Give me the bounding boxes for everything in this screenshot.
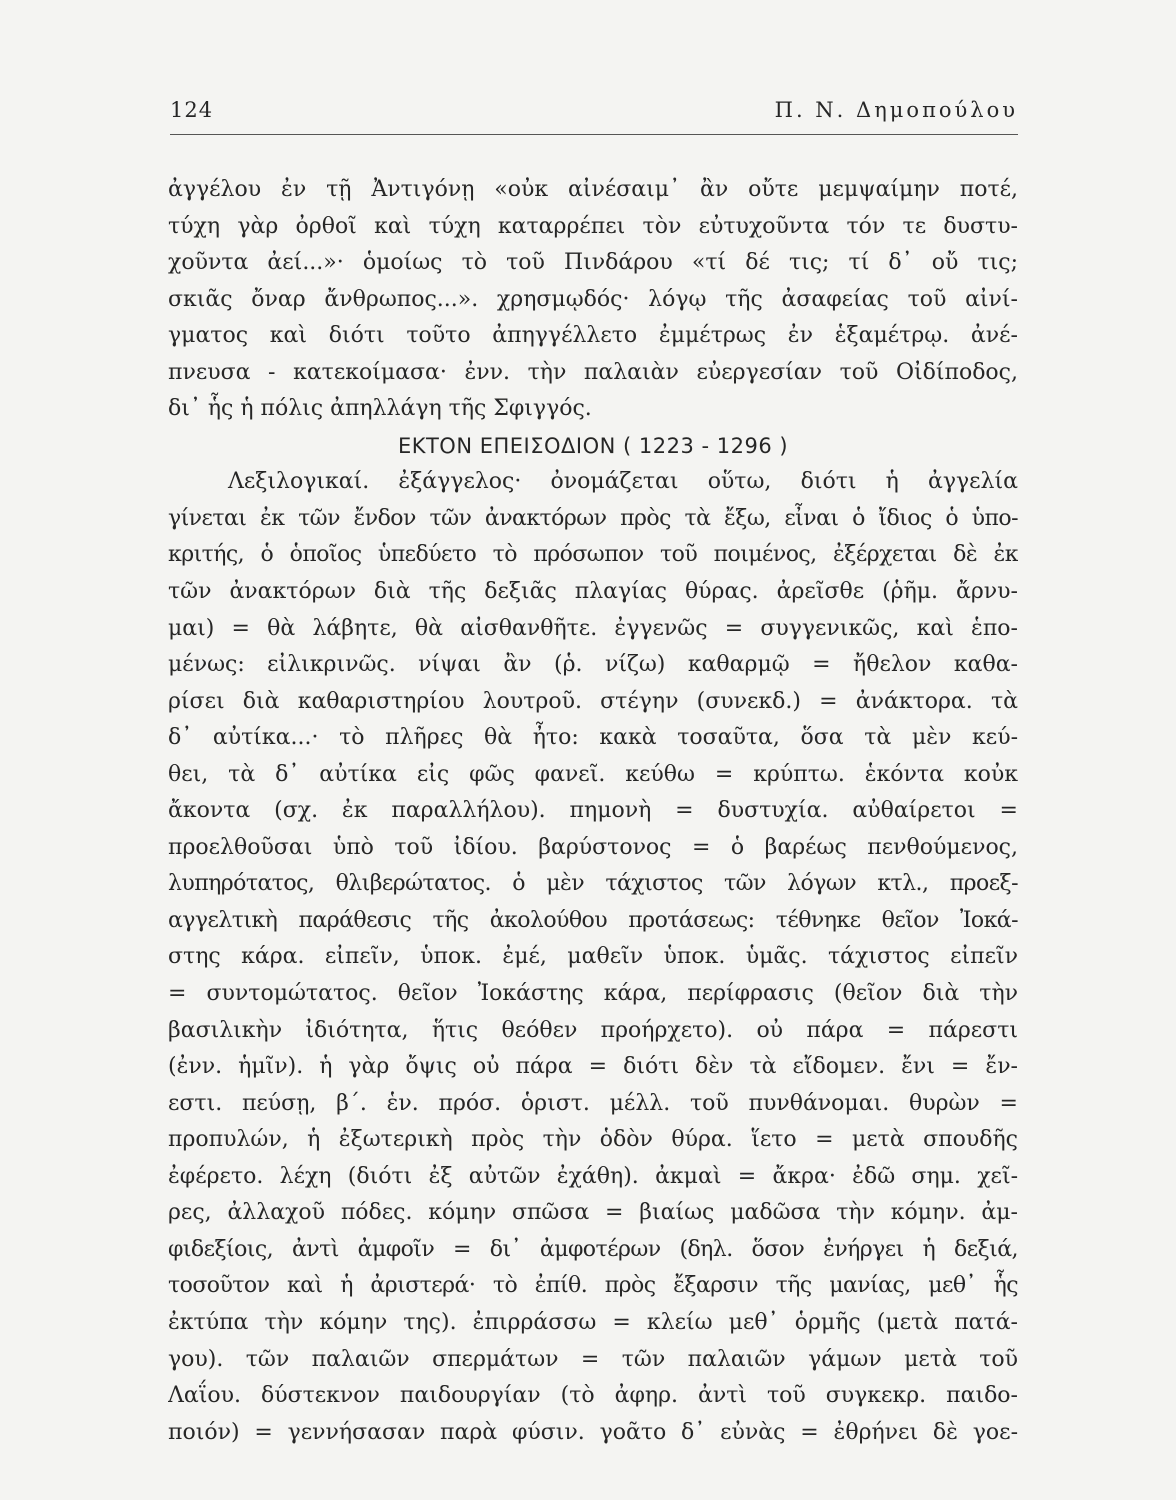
text-line: πνευσα - κατεκοίμασα· ἐνν. τὴν παλαιὰν εὐεργεσίαν τοῦ Οἰδίποδος, bbox=[168, 359, 1018, 385]
text-line: γματος καὶ διότι τοῦτο ἀπηγγέλλετο ἐμμέτρως ἐν ἑξαμέτρῳ. ἀνέ- bbox=[168, 323, 1018, 349]
text-line: ἐφέρετο. λέχη (διότι ἐξ αὐτῶν ἐχάθη). ἀκμαὶ = ἄκρα· ἐδῶ σημ. χεῖ- bbox=[168, 1163, 1018, 1189]
text-line: βασιλικὴν ἰδιότητα, ἥτις θεόθεν προήρχετο). οὐ πάρα = πάρεστι bbox=[168, 1017, 1018, 1043]
text-line: θει, τὰ δ᾽ αὐτίκα εἰς φῶς φανεῖ. κεύθω = κρύπτω. ἑκόντα κοὐκ bbox=[168, 761, 1018, 787]
running-head: Π. Ν. Δημοπούλου bbox=[774, 98, 1018, 122]
text-line: Λαΐου. δύστεκνον παιδουργίαν (τὸ ἀφηρ. ἀντὶ τοῦ συγκεκρ. παιδο- bbox=[168, 1383, 1018, 1409]
text-line: μαι) = θὰ λάβητε, θὰ αἰσθανθῆτε. ἐγγενῶς = συγγενικῶς, καὶ ἑπο- bbox=[168, 615, 1018, 641]
text-line: μένως: εἰλικρινῶς. νίψαι ἂν (ῥ. νίζω) καθαρμῷ = ἤθελον καθα- bbox=[168, 652, 1018, 678]
text-line: λυπηρότατος, θλιβερώτατος. ὁ μὲν τάχιστος τῶν λόγων κτλ., προεξ- bbox=[168, 871, 1018, 897]
text-line: Λεξιλογικαί. ἐξάγγελος· ὀνομάζεται οὕτω, διότι ἡ ἀγγελία bbox=[228, 469, 1018, 495]
text-line: κριτής, ὁ ὁποῖος ὑπεδύετο τὸ πρόσωπον τοῦ ποιμένος, ἐξέρχεται δὲ ἐκ bbox=[168, 542, 1018, 568]
text-line: προελθοῦσαι ὑπὸ τοῦ ἰδίου. βαρύστονος = ὁ βαρέως πενθούμενος, bbox=[168, 834, 1018, 860]
text-line: φιδεξίοις, ἀντὶ ἀμφοῖν = δι᾽ ἀμφοτέρων (δηλ. ὅσον ἐνήργει ἡ δεξιά, bbox=[168, 1236, 1018, 1262]
text-line: ἄκοντα (σχ. ἐκ παραλλήλου). πημονὴ = δυστυχία. αὐθαίρετοι = bbox=[168, 798, 1018, 824]
text-line: τῶν ἀνακτόρων διὰ τῆς δεξιᾶς πλαγίας θύρας. ἀρεῖσθε (ῥῆμ. ἄρνυ- bbox=[168, 579, 1018, 605]
body-text bbox=[168, 172, 1018, 1451]
text-line: = συντομώτατος. θεῖον Ἰοκάστης κάρα, περίφρασις (θεῖον διὰ τὴν bbox=[168, 981, 1018, 1007]
text-line: ρες, ἀλλαχοῦ πόδες. κόμην σπῶσα = βιαίως μαδῶσα τὴν κόμην. ἀμ- bbox=[168, 1200, 1018, 1226]
page-number: 124 bbox=[170, 98, 214, 122]
text-line: σκιᾶς ὄναρ ἄνθρωπος...». χρησμῳδός· λόγῳ τῆς ἀσαφείας τοῦ αἰνί- bbox=[168, 286, 1018, 312]
text-line: τοσοῦτον καὶ ἡ ἀριστερά· τὸ ἐπίθ. πρὸς ἔξαρσιν τῆς μανίας, μεθ᾽ ἧς bbox=[168, 1273, 1018, 1299]
text-line: ἐκτύπα τὴν κόμην της). ἐπιρράσσω = κλείω μεθ᾽ ὁρμῆς (μετὰ πατά- bbox=[168, 1309, 1018, 1335]
text-line: ποιόν) = γεννήσασαν παρὰ φύσιν. γοᾶτο δ᾽ εὐνὰς = ἐθρήνει δὲ γοε- bbox=[168, 1419, 1018, 1445]
text-line: αγγελτικὴ παράθεσις τῆς ἀκολούθου προτάσεως: τέθνηκε θεῖον Ἰοκά- bbox=[168, 907, 1018, 933]
text-line: (ἐνν. ἡμῖν). ἡ γὰρ ὄψις οὐ πάρα = διότι δὲν τὰ εἴδομεν. ἔνι = ἔν- bbox=[168, 1054, 1018, 1080]
text-line: γου). τῶν παλαιῶν σπερμάτων = τῶν παλαιῶν γάμων μετὰ τοῦ bbox=[168, 1346, 1018, 1372]
text-line: χοῦντα ἀεί...»· ὁμοίως τὸ τοῦ Πινδάρου «τί δέ τις; τί δ᾽ οὔ τις; bbox=[168, 250, 1018, 276]
text-line: ρίσει διὰ καθαριστηρίου λουτροῦ. στέγην (συνεκδ.) = ἀνάκτορα. τὰ bbox=[168, 688, 1018, 714]
text-line: τύχη γὰρ ὀρθοῖ καὶ τύχη καταρρέπει τὸν εὐτυχοῦντα τόν τε δυστυ- bbox=[168, 213, 1018, 239]
text-line: γίνεται ἐκ τῶν ἔνδον τῶν ἀνακτόρων πρὸς τὰ ἔξω, εἶναι ὁ ἴδιος ὁ ὑπο- bbox=[168, 505, 1018, 531]
text-line: δ᾽ αὐτίκα...· τὸ πλῆρες θὰ ἦτο: κακὰ τοσαῦτα, ὅσα τὰ μὲν κεύ- bbox=[168, 725, 1018, 751]
text-line: εστι. πεύσῃ, β΄. ἑν. πρόσ. ὁριστ. μέλλ. τοῦ πυνθάνομαι. θυρὼν = bbox=[168, 1090, 1018, 1116]
section-heading: ΕΚΤΟΝ ΕΠΕΙΣΟΔΙΟΝ ( 1223 - 1296 ) bbox=[397, 433, 789, 458]
header-rule bbox=[170, 134, 1018, 135]
text-line: προπυλών, ἡ ἐξωτερικὴ πρὸς τὴν ὁδὸν θύρα. ἵετο = μετὰ σπουδῆς bbox=[168, 1127, 1018, 1153]
page-header bbox=[170, 98, 1018, 134]
text-line: δι᾽ ἧς ἡ πόλις ἀπηλλάγη τῆς Σφιγγός. bbox=[168, 396, 592, 422]
text-line: ἀγγέλου ἐν τῇ Ἀντιγόνῃ «οὐκ αἰνέσαιμ᾽ ἂν οὔτε μεμψαίμην ποτέ, bbox=[168, 177, 1018, 202]
text-line: στης κάρα. εἰπεῖν, ὑποκ. ἐμέ, μαθεῖν ὑποκ. ὑμᾶς. τάχιστος εἰπεῖν bbox=[168, 944, 1018, 970]
